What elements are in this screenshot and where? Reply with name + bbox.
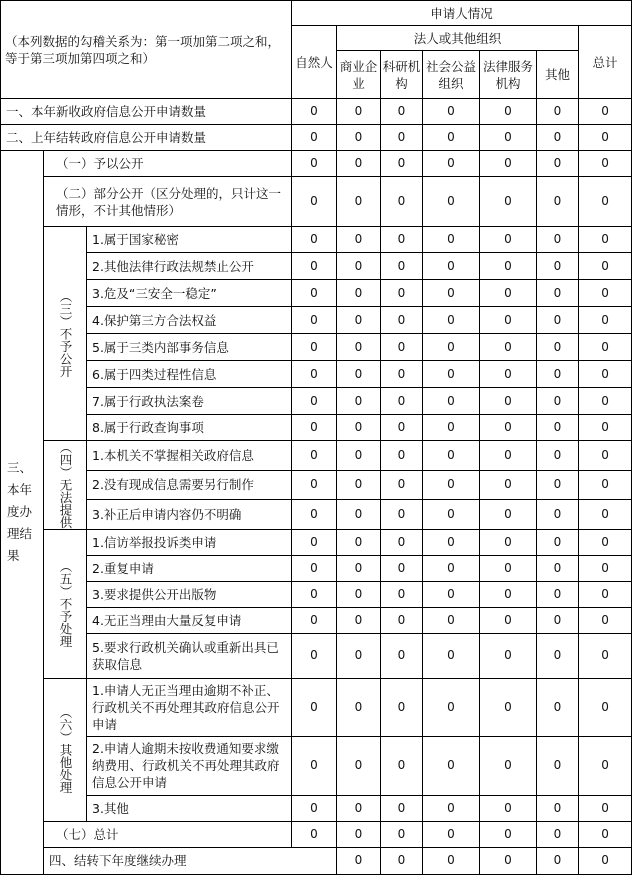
- legal-group-header: 法人或其他组织: [337, 26, 579, 51]
- cell-value: 0: [537, 633, 579, 678]
- cell-value: 0: [381, 529, 423, 555]
- cell-value: 0: [480, 151, 537, 177]
- cell-value: 0: [480, 607, 537, 633]
- cell-value: 0: [337, 415, 381, 441]
- row-label: 1.信访举报投诉类申请: [87, 529, 292, 555]
- cell-value: 0: [423, 847, 480, 874]
- cell-value: 0: [537, 847, 579, 874]
- cell-value: 0: [337, 678, 381, 736]
- row-label: 2.重复申请: [87, 555, 292, 581]
- cell-value: 0: [480, 307, 537, 334]
- cell-value: 0: [423, 177, 480, 227]
- group-label-other-processing: （六）其他处理: [44, 678, 87, 821]
- cell-value: 0: [537, 736, 579, 795]
- cell-value: 0: [480, 555, 537, 581]
- cell-value: 0: [381, 500, 423, 530]
- cell-value: 0: [579, 177, 632, 227]
- cell-value: 0: [537, 607, 579, 633]
- cell-value: 0: [381, 847, 423, 874]
- cell-value: 0: [381, 280, 423, 307]
- cell-value: 0: [579, 736, 632, 795]
- cell-value: 0: [579, 415, 632, 441]
- row-label: 5.要求行政机关确认或重新出具已获取信息: [87, 633, 292, 678]
- col-header: 社会公益组织: [423, 51, 480, 99]
- cell-value: 0: [480, 441, 537, 471]
- cell-value: 0: [537, 470, 579, 500]
- cell-value: 0: [337, 470, 381, 500]
- formula-note: （本列数据的勾稽关系为：第一项加第二项之和，等于第三项加第四项之和）: [1, 1, 292, 99]
- cell-value: 0: [381, 678, 423, 736]
- cell-value: 0: [579, 581, 632, 607]
- total-header: 总计: [579, 26, 632, 99]
- cell-value: 0: [480, 361, 537, 388]
- cell-value: 0: [381, 388, 423, 415]
- cell-value: 0: [381, 99, 423, 125]
- row-label: 4.无正当理由大量反复申请: [87, 607, 292, 633]
- cell-value: 0: [423, 821, 480, 847]
- cell-value: 0: [292, 307, 337, 334]
- cell-value: 0: [423, 678, 480, 736]
- cell-value: 0: [537, 555, 579, 581]
- cell-value: 0: [579, 99, 632, 125]
- cell-value: 0: [579, 847, 632, 874]
- group-label-cannot-provide: （四）无法提供: [44, 441, 87, 530]
- cell-value: 0: [537, 500, 579, 530]
- cell-value: 0: [337, 307, 381, 334]
- cell-value: 0: [480, 177, 537, 227]
- cell-value: 0: [480, 388, 537, 415]
- cell-value: 0: [423, 151, 480, 177]
- cell-value: 0: [337, 736, 381, 795]
- cell-value: 0: [292, 227, 337, 253]
- row-label: 5.属于三类内部事务信息: [87, 334, 292, 361]
- cell-value: 0: [423, 500, 480, 530]
- cell-value: 0: [381, 307, 423, 334]
- col-header: 科研机构: [381, 51, 423, 99]
- row-label: 2.没有现成信息需要另行制作: [87, 470, 292, 500]
- cell-value: 0: [337, 177, 381, 227]
- cell-value: 0: [381, 607, 423, 633]
- cell-value: 0: [292, 151, 337, 177]
- cell-value: 0: [579, 678, 632, 736]
- cell-value: 0: [480, 821, 537, 847]
- cell-value: 0: [292, 441, 337, 471]
- cell-value: 0: [537, 388, 579, 415]
- col-header: 商业企业: [337, 51, 381, 99]
- cell-value: 0: [579, 821, 632, 847]
- cell-value: 0: [292, 361, 337, 388]
- cell-value: 0: [292, 415, 337, 441]
- cell-value: 0: [381, 227, 423, 253]
- cell-value: 0: [579, 441, 632, 471]
- cell-value: 0: [337, 529, 381, 555]
- cell-value: 0: [292, 633, 337, 678]
- cell-value: 0: [423, 441, 480, 471]
- cell-value: 0: [579, 555, 632, 581]
- cell-value: 0: [537, 151, 579, 177]
- cell-value: 0: [537, 581, 579, 607]
- cell-value: 0: [579, 529, 632, 555]
- col-header: 其他: [537, 51, 579, 99]
- cell-value: 0: [537, 99, 579, 125]
- cell-value: 0: [579, 280, 632, 307]
- cell-value: 0: [480, 227, 537, 253]
- cell-value: 0: [381, 555, 423, 581]
- cell-value: 0: [579, 334, 632, 361]
- row-label: 1.属于国家秘密: [87, 227, 292, 253]
- cell-value: 0: [381, 177, 423, 227]
- natural-person-header: 自然人: [292, 26, 337, 99]
- cell-value: 0: [381, 334, 423, 361]
- cell-value: 0: [579, 795, 632, 821]
- cell-value: 0: [292, 555, 337, 581]
- cell-value: 0: [337, 821, 381, 847]
- cell-value: 0: [480, 253, 537, 280]
- cell-value: 0: [537, 280, 579, 307]
- cell-value: 0: [480, 633, 537, 678]
- row-label: 3.要求提供公开出版物: [87, 581, 292, 607]
- cell-value: 0: [292, 795, 337, 821]
- row-label: 3.危及“三安全一稳定”: [87, 280, 292, 307]
- cell-value: 0: [579, 633, 632, 678]
- cell-value: 0: [337, 847, 381, 874]
- cell-value: 0: [480, 415, 537, 441]
- cell-value: 0: [537, 227, 579, 253]
- applicant-header: 申请人情况: [292, 1, 632, 26]
- row-label: （二）部分公开（区分处理的，只计这一情形，不计其他情形）: [44, 177, 292, 227]
- col-header: 法律服务机构: [480, 51, 537, 99]
- cell-value: 0: [381, 470, 423, 500]
- cell-value: 0: [537, 334, 579, 361]
- cell-value: 0: [381, 821, 423, 847]
- cell-value: 0: [537, 253, 579, 280]
- cell-value: 0: [337, 795, 381, 821]
- cell-value: 0: [579, 151, 632, 177]
- row-label: 6.属于四类过程性信息: [87, 361, 292, 388]
- row-label: 1.本机关不掌握相关政府信息: [87, 441, 292, 471]
- cell-value: 0: [292, 678, 337, 736]
- cell-value: 0: [423, 633, 480, 678]
- cell-value: 0: [337, 441, 381, 471]
- cell-value: 0: [423, 415, 480, 441]
- row-label: 二、上年结转政府信息公开申请数量: [1, 125, 292, 151]
- cell-value: 0: [579, 470, 632, 500]
- cell-value: 0: [292, 388, 337, 415]
- cell-value: 0: [537, 795, 579, 821]
- cell-value: 0: [579, 607, 632, 633]
- cell-value: 0: [480, 581, 537, 607]
- cell-value: 0: [337, 581, 381, 607]
- cell-value: 0: [423, 361, 480, 388]
- cell-value: 0: [381, 633, 423, 678]
- row-label: 7.属于行政执法案卷: [87, 388, 292, 415]
- cell-value: 0: [381, 361, 423, 388]
- cell-value: 0: [292, 99, 337, 125]
- cell-value: 0: [480, 847, 537, 874]
- cell-value: 0: [579, 227, 632, 253]
- group-label-not-processed: （五）不予处理: [44, 529, 87, 678]
- cell-value: 0: [337, 607, 381, 633]
- row-label: 8.属于行政查询事项: [87, 415, 292, 441]
- cell-value: 0: [579, 253, 632, 280]
- cell-value: 0: [423, 307, 480, 334]
- cell-value: 0: [423, 470, 480, 500]
- cell-value: 0: [292, 500, 337, 530]
- cell-value: 0: [480, 795, 537, 821]
- cell-value: 0: [423, 581, 480, 607]
- cell-value: 0: [423, 736, 480, 795]
- cell-value: 0: [423, 334, 480, 361]
- cell-value: 0: [537, 441, 579, 471]
- cell-value: 0: [423, 253, 480, 280]
- cell-value: 0: [381, 125, 423, 151]
- cell-value: 0: [537, 529, 579, 555]
- cell-value: 0: [480, 736, 537, 795]
- row-label: 3.其他: [87, 795, 292, 821]
- row-label: 一、本年新收政府信息公开申请数量: [1, 99, 292, 125]
- row-label: 3.补正后申请内容仍不明确: [87, 500, 292, 530]
- cell-value: 0: [337, 500, 381, 530]
- cell-value: 0: [381, 441, 423, 471]
- cell-value: 0: [337, 253, 381, 280]
- cell-value: 0: [381, 581, 423, 607]
- cell-value: 0: [292, 607, 337, 633]
- cell-value: 0: [292, 581, 337, 607]
- cell-value: 0: [381, 253, 423, 280]
- cell-value: 0: [381, 415, 423, 441]
- cell-value: 0: [381, 736, 423, 795]
- cell-value: 0: [423, 227, 480, 253]
- cell-value: 0: [537, 177, 579, 227]
- cell-value: 0: [337, 99, 381, 125]
- cell-value: 0: [381, 151, 423, 177]
- cell-value: 0: [337, 151, 381, 177]
- cell-value: 0: [292, 253, 337, 280]
- row-label: 4.保护第三方合法权益: [87, 307, 292, 334]
- cell-value: 0: [537, 415, 579, 441]
- cell-value: 0: [423, 795, 480, 821]
- row-label: 四、结转下年度继续办理: [44, 847, 337, 874]
- section-three-label: 三、本年度办理结果: [1, 151, 44, 875]
- cell-value: 0: [423, 529, 480, 555]
- cell-value: 0: [292, 280, 337, 307]
- row-label: 2.申请人逾期未按收费通知要求缴纳费用、行政机关不再处理其政府信息公开申请: [87, 736, 292, 795]
- group-label-not-disclosed: （三）不予公开: [44, 227, 87, 441]
- cell-value: 0: [337, 227, 381, 253]
- cell-value: 0: [292, 736, 337, 795]
- cell-value: 0: [292, 821, 337, 847]
- cell-value: 0: [337, 125, 381, 151]
- cell-value: 0: [537, 307, 579, 334]
- cell-value: 0: [480, 500, 537, 530]
- cell-value: 0: [423, 607, 480, 633]
- cell-value: 0: [423, 99, 480, 125]
- cell-value: 0: [480, 125, 537, 151]
- cell-value: 0: [337, 633, 381, 678]
- cell-value: 0: [537, 361, 579, 388]
- cell-value: 0: [423, 555, 480, 581]
- cell-value: 0: [292, 529, 337, 555]
- cell-value: 0: [292, 125, 337, 151]
- cell-value: 0: [537, 821, 579, 847]
- cell-value: 0: [537, 678, 579, 736]
- cell-value: 0: [579, 500, 632, 530]
- cell-value: 0: [292, 470, 337, 500]
- cell-value: 0: [579, 361, 632, 388]
- cell-value: 0: [423, 388, 480, 415]
- cell-value: 0: [337, 280, 381, 307]
- cell-value: 0: [480, 280, 537, 307]
- cell-value: 0: [537, 125, 579, 151]
- row-label: （一）予以公开: [44, 151, 292, 177]
- cell-value: 0: [381, 795, 423, 821]
- cell-value: 0: [579, 388, 632, 415]
- cell-value: 0: [337, 361, 381, 388]
- cell-value: 0: [337, 555, 381, 581]
- cell-value: 0: [292, 334, 337, 361]
- cell-value: 0: [337, 334, 381, 361]
- cell-value: 0: [292, 177, 337, 227]
- cell-value: 0: [480, 470, 537, 500]
- cell-value: 0: [337, 388, 381, 415]
- cell-value: 0: [579, 307, 632, 334]
- cell-value: 0: [480, 334, 537, 361]
- cell-value: 0: [480, 529, 537, 555]
- cell-value: 0: [579, 125, 632, 151]
- cell-value: 0: [423, 280, 480, 307]
- cell-value: 0: [480, 99, 537, 125]
- row-label: 1.申请人无正当理由逾期不补正、行政机关不再处理其政府信息公开申请: [87, 678, 292, 736]
- row-label: （七）总计: [44, 821, 292, 847]
- cell-value: 0: [480, 678, 537, 736]
- row-label: 2.其他法律行政法规禁止公开: [87, 253, 292, 280]
- cell-value: 0: [423, 125, 480, 151]
